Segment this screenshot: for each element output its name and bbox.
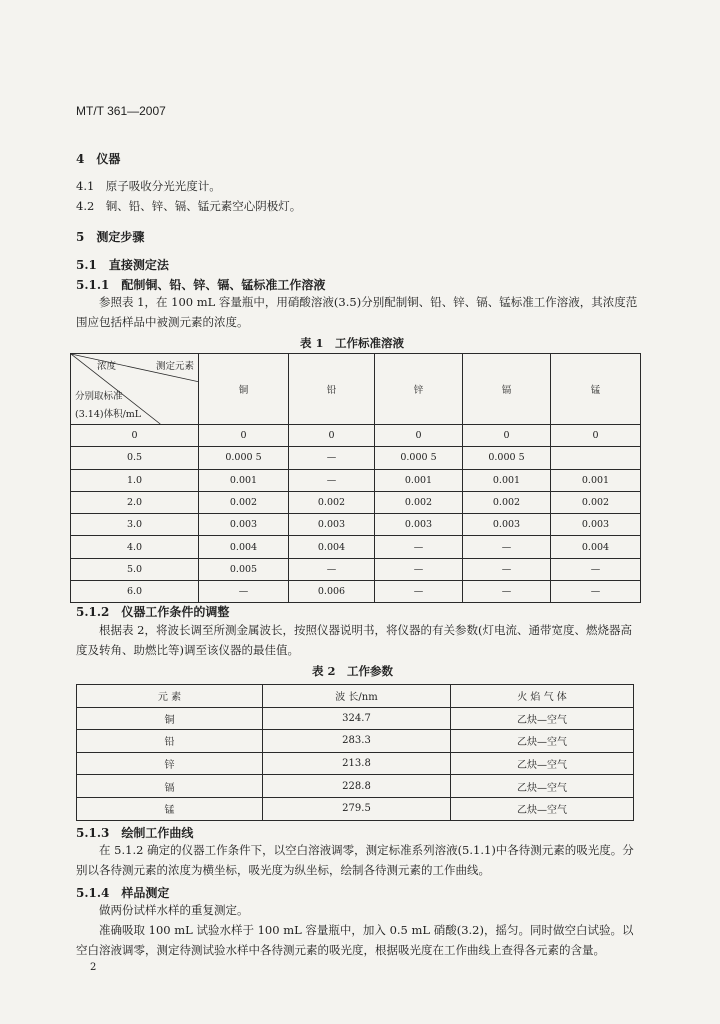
table-cell: 0.006 (289, 581, 375, 603)
table-cell: 0 (463, 425, 551, 447)
table-cell: 铜 (77, 707, 263, 730)
table-cell: 0.002 (289, 491, 375, 513)
corner-label-concentration: 浓度 (97, 361, 117, 372)
table-row (71, 469, 641, 491)
table-cell: 0 (551, 425, 641, 447)
table-cell: 213.8 (263, 752, 451, 775)
section-5-1-2-paragraph: 根据表 2，将波长调至所测金属波长，按照仪器说明书，将仪器的有关参数(灯电流、通带宽度、燃烧器高度及转角、助燃比等)调至该仪器的最佳值。 (76, 623, 632, 657)
table-cell (551, 447, 641, 469)
table-cell: 0.000 5 (463, 447, 551, 469)
table-cell: 283.3 (263, 730, 451, 753)
table-cell: 0.001 (551, 469, 641, 491)
table-cell: 0.004 (199, 536, 289, 558)
table-cell: 0.005 (199, 558, 289, 580)
table-cell: 1.0 (71, 469, 199, 491)
table-cell: — (375, 558, 463, 580)
table-cell: — (289, 558, 375, 580)
section-5-1-1-paragraph: 参照表 1，在 100 mL 容量瓶中，用硝酸溶液(3.5)分别配制铜、铅、锌、镉、锰标准工作溶液，其浓度范围应包括样品中被测元素的浓度。 (76, 295, 638, 329)
section-5-1-4-title: 5.1.4 样品测定 (76, 886, 170, 900)
table-row (71, 536, 641, 558)
corner-label-volume-2: (3.14)体积/mL (75, 409, 142, 420)
table-cell: 0.003 (375, 514, 463, 536)
section-5-1-1-title: 5.1.1 配制铜、铅、锌、镉、锰标准工作溶液 (76, 278, 326, 292)
table-cell: 3.0 (71, 514, 199, 536)
table-row (71, 425, 641, 447)
table-cell: 324.7 (263, 707, 451, 730)
table-cell: — (463, 536, 551, 558)
table-cell: — (375, 536, 463, 558)
item-4-1: 4.1 原子吸收分光光度计。 (76, 179, 221, 193)
table-row (77, 752, 634, 775)
table-cell: 镉 (77, 775, 263, 798)
column-header-cu: 铜 (199, 354, 289, 425)
corner-label-element: 测定元素 (155, 361, 194, 372)
table-cell: 0.002 (463, 491, 551, 513)
table-row (77, 730, 634, 753)
table-1-header-row (71, 354, 641, 425)
table-2-caption: 表 2 工作参数 (312, 664, 394, 678)
section-5-title: 5 测定步骤 (76, 230, 145, 244)
table-cell: 0.004 (551, 536, 641, 558)
table-row (71, 447, 641, 469)
column-header-zn: 锌 (375, 354, 463, 425)
table-cell: 0.001 (463, 469, 551, 491)
table-cell: 0.001 (199, 469, 289, 491)
table-cell: 228.8 (263, 775, 451, 798)
table-cell: 0.003 (463, 514, 551, 536)
table-1 (70, 353, 641, 603)
table-row (71, 491, 641, 513)
section-5-1-4-paragraph-1: 做两份试样水样的重复测定。 (99, 903, 249, 917)
section-5-1-3-paragraph: 在 5.1.2 确定的仪器工作条件下，以空白溶液调零，测定标准系列溶液(5.1.1)中各待测元素的吸光度。分别以各待测元素的浓度为横坐标，吸光度为纵坐标，绘制各待测元素的工作曲线。 (76, 843, 634, 877)
table-cell: 0.002 (199, 491, 289, 513)
table-row (71, 514, 641, 536)
table-cell: — (289, 447, 375, 469)
column-header-flame-gas: 火 焰 气 体 (451, 685, 634, 708)
page-number: 2 (90, 962, 97, 973)
table-row (71, 558, 641, 580)
table-cell: 乙炔—空气 (451, 752, 634, 775)
section-5-1-2-title: 5.1.2 仪器工作条件的调整 (76, 605, 230, 619)
column-header-wavelength: 波 长/nm (263, 685, 451, 708)
table-cell: — (199, 581, 289, 603)
table-cell: — (551, 558, 641, 580)
table-cell: 0 (375, 425, 463, 447)
table-1-caption: 表 1 工作标准溶液 (300, 336, 405, 350)
table-cell: 0.001 (375, 469, 463, 491)
table-cell: 铅 (77, 730, 263, 753)
table-cell: 0.002 (375, 491, 463, 513)
table-cell: 4.0 (71, 536, 199, 558)
table-cell: — (375, 581, 463, 603)
table-2-header-row (77, 685, 634, 708)
table-1-corner-cell (71, 354, 199, 425)
table-row (77, 797, 634, 820)
table-cell: 0.5 (71, 447, 199, 469)
table-row (77, 775, 634, 798)
table-cell: 0.003 (289, 514, 375, 536)
table-cell: 0 (199, 425, 289, 447)
table-cell: 0.003 (551, 514, 641, 536)
table-cell: 0 (289, 425, 375, 447)
table-cell: 0.000 5 (375, 447, 463, 469)
item-4-2: 4.2 铜、铅、锌、镉、锰元素空心阴极灯。 (76, 199, 302, 213)
section-5-1-4-paragraph-2: 准确吸取 100 mL 试验水样于 100 mL 容量瓶中，加入 0.5 mL 硝酸(3.2)，摇匀。同时做空白试验。以空白溶液调零，测定待测试验水样中各待测元素的吸光度，根据吸光度在工作曲线上查得各元素的含量。 (76, 923, 634, 957)
table-cell: 锰 (77, 797, 263, 820)
column-header-pb: 铅 (289, 354, 375, 425)
column-header-element: 元 素 (77, 685, 263, 708)
table-cell: 5.0 (71, 558, 199, 580)
standard-code: MT/T 361—2007 (76, 104, 166, 118)
table-cell: 0.003 (199, 514, 289, 536)
table-cell: — (463, 558, 551, 580)
section-4-title: 4 仪器 (76, 152, 121, 166)
table-cell: 乙炔—空气 (451, 797, 634, 820)
table-cell: 锌 (77, 752, 263, 775)
table-cell: 乙炔—空气 (451, 730, 634, 753)
table-cell: 0 (71, 425, 199, 447)
table-cell: — (551, 581, 641, 603)
table-cell: 2.0 (71, 491, 199, 513)
table-row (71, 581, 641, 603)
table-cell: 乙炔—空气 (451, 707, 634, 730)
section-5-1-3-title: 5.1.3 绘制工作曲线 (76, 826, 194, 840)
section-5-1-title: 5.1 直接测定法 (76, 258, 169, 272)
table-cell: 0.000 5 (199, 447, 289, 469)
table-cell: 0.004 (289, 536, 375, 558)
table-row (77, 707, 634, 730)
column-header-cd: 镉 (463, 354, 551, 425)
table-cell: — (289, 469, 375, 491)
table-cell: 0.002 (551, 491, 641, 513)
table-cell: 6.0 (71, 581, 199, 603)
table-2 (76, 684, 634, 821)
corner-label-volume-1: 分别取标准 (75, 391, 123, 402)
column-header-mn: 锰 (551, 354, 641, 425)
table-cell: — (463, 581, 551, 603)
table-cell: 279.5 (263, 797, 451, 820)
table-cell: 乙炔—空气 (451, 775, 634, 798)
